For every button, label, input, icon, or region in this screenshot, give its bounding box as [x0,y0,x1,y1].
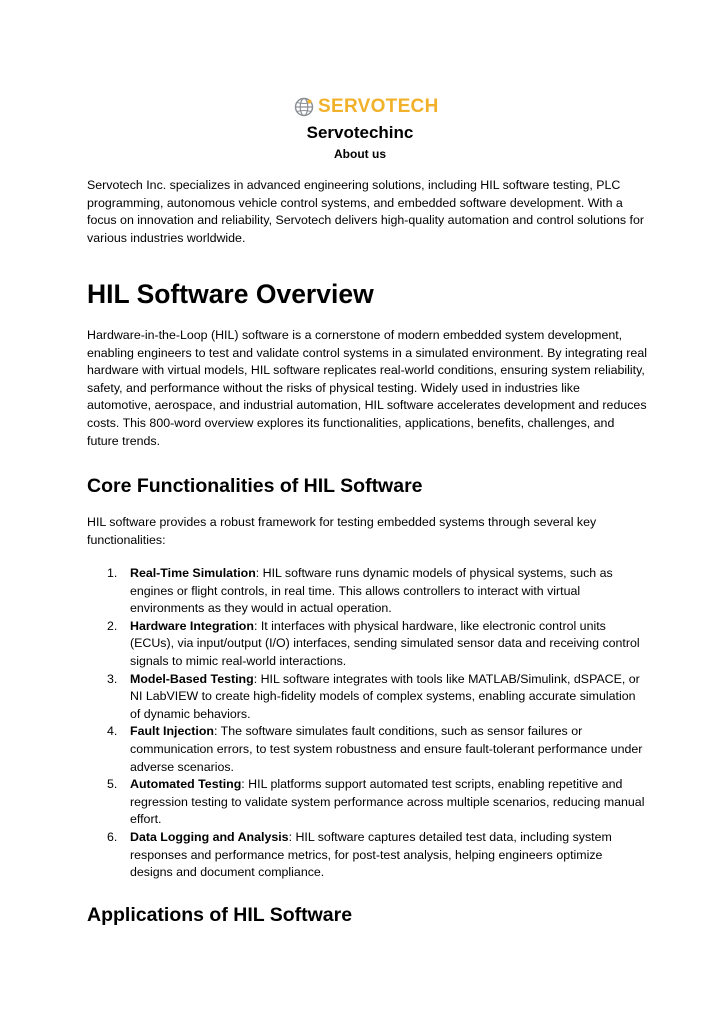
list-item [87,565,647,618]
list-text: : HIL software runs dynamic models of physical systems, such as engines or flight controls, in real time. This allows controllers to interact with virtual environments as they would in actual operation. [130,566,613,616]
list-text: : HIL software integrates with tools like MATLAB/Simulink, dSPACE, or NI LabVIEW to create high-fidelity models of complex systems, enabling accurate simulation of dynamic behaviors. [130,671,640,721]
list-number: 4. [107,724,118,739]
list-number: 3. [107,671,118,686]
company-name: Servotechinc [306,123,414,142]
list-number: 6. [107,829,118,844]
logo [294,95,439,119]
list-item [87,618,647,671]
list-item [87,829,647,882]
list-text: : It interfaces with physical hardware, like electronic control units (ECUs), via input/output (I/O) interfaces, sending simulated sensor data and receiving control signals to mimic real-world interactions. [130,618,640,668]
list-item [87,723,647,776]
core-heading: Core Functionalities of HIL Software [87,475,423,497]
list-number: 2. [107,618,118,633]
intro-paragraph: Servotech Inc. specializes in advanced engineering solutions, including HIL software testing, PLC programming, autonomous vehicle control systems, and embedded software development. With a focus on innovation and reliability, Servotech delivers high-quality automation and control solutions for various industries worldwide. [87,178,644,245]
list-term: Automated Testing [130,777,242,792]
list-item [87,671,647,724]
logo-text: SERVOTECH [318,96,439,117]
list-number: 5. [107,777,118,792]
applications-heading: Applications of HIL Software [87,904,353,926]
core-intro-paragraph: HIL software provides a robust framework for testing embedded systems through several key functionalities: [87,515,597,547]
list-number: 1. [107,566,118,580]
about-subtitle: About us [334,147,386,161]
list-item [87,776,647,829]
list-term: Data Logging and Analysis [130,829,289,844]
list-term: Model-Based Testing [130,671,254,686]
list-term: Real-Time Simulation [130,566,256,580]
functionalities-list [87,565,647,882]
list-text: : HIL software captures detailed test data, including system responses and performance metrics, for post-test analysis, helping engineers optimize designs and document compliance. [130,829,612,880]
globe-icon [294,97,314,117]
list-text: : HIL platforms support automated test scripts, enabling repetitive and regression testing to validate system performance across multiple scenarios, reducing manual effort. [130,777,645,827]
list-term: Hardware Integration [130,618,254,633]
list-text: : The software simulates fault conditions, such as sensor failures or communication errors, to test system robustness and ensure fault-tolerant performance under adverse scenarios. [130,724,643,774]
overview-paragraph: Hardware-in-the-Loop (HIL) software is a cornerstone of modern embedded system development, enabling engineers to test and validate control systems in a simulated environment. By integrating real hardware with virtual models, HIL software replicates real-world conditions, ensuring system reliability, safety, and performance without the risks of physical testing. Widely used in industries like automotive, aerospace, and industrial automation, HIL software accelerates development and reduces costs. This 800-word overview explores its functionalities, applications, benefits, challenges, and future trends. [87,328,647,448]
list-term: Fault Injection [130,724,214,739]
overview-heading: HIL Software Overview [87,279,374,309]
